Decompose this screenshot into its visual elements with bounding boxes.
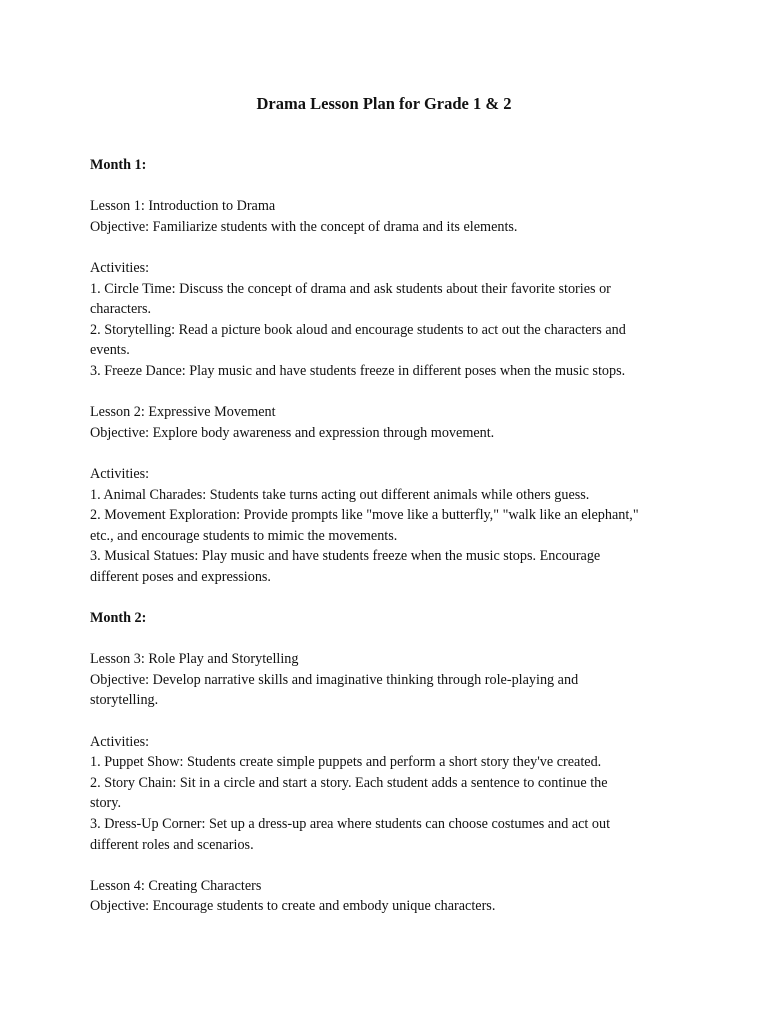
- blank-line: [90, 855, 690, 876]
- blank-line: [90, 176, 690, 197]
- text-line: Objective: Familiarize students with the concept of drama and its elements.: [90, 218, 518, 235]
- document-body: [90, 155, 690, 917]
- blank-line: [90, 382, 690, 403]
- text-line: etc., and encourage students to mimic the movements.: [90, 527, 398, 544]
- text-line: 1. Animal Charades: Students take turns acting out different animals while others guess.: [90, 486, 590, 503]
- text-line: Objective: Develop narrative skills and imaginative thinking through role-playing and: [90, 671, 579, 688]
- text-line: 1. Circle Time: Discuss the concept of drama and ask students about their favorite stories or: [90, 280, 611, 297]
- text-line: Activities:: [90, 259, 150, 276]
- blank-line: [90, 587, 690, 608]
- text-line: 2. Storytelling: Read a picture book aloud and encourage students to act out the characters and: [90, 321, 626, 338]
- text-line: events.: [90, 342, 130, 359]
- text-line: different poses and expressions.: [90, 568, 271, 585]
- blank-line: [90, 711, 690, 732]
- text-line: different roles and scenarios.: [90, 836, 254, 853]
- blank-line: [90, 443, 690, 464]
- text-line: Lesson 1: Introduction to Drama: [90, 198, 276, 215]
- blank-line: [90, 237, 690, 258]
- text-line: 3. Dress-Up Corner: Set up a dress-up area where students can choose costumes and act out: [90, 816, 611, 832]
- text-line: Objective: Explore body awareness and expression through movement.: [90, 424, 495, 441]
- text-line: Lesson 3: Role Play and Storytelling: [90, 651, 299, 668]
- text-line: story.: [90, 795, 121, 812]
- text-line: 2. Story Chain: Sit in a circle and start a story. Each student adds a sentence to continue the: [90, 774, 608, 791]
- text-line: characters.: [90, 301, 152, 318]
- text-line: Objective: Encourage students to create and embody unique characters.: [90, 898, 496, 915]
- document-title: Drama Lesson Plan for Grade 1 & 2: [256, 94, 512, 113]
- text-line: Lesson 2: Expressive Movement: [90, 404, 276, 421]
- text-line: Activities:: [90, 465, 150, 482]
- month-heading: Month 2:: [90, 610, 147, 627]
- text-line: 1. Puppet Show: Students create simple puppets and perform a short story they've created.: [90, 754, 602, 771]
- blank-line: [90, 629, 690, 650]
- text-line: Lesson 4: Creating Characters: [90, 877, 262, 894]
- text-line: 2. Movement Exploration: Provide prompts like "move like a butterfly," "walk like an elephant,": [90, 507, 639, 524]
- text-line: 3. Freeze Dance: Play music and have students freeze in different poses when the music stops.: [90, 362, 626, 379]
- text-line: storytelling.: [90, 692, 159, 709]
- month-heading: Month 1:: [90, 157, 147, 173]
- text-line: Activities:: [90, 733, 150, 750]
- text-line: 3. Musical Statues: Play music and have students freeze when the music stops. Encourage: [90, 548, 601, 565]
